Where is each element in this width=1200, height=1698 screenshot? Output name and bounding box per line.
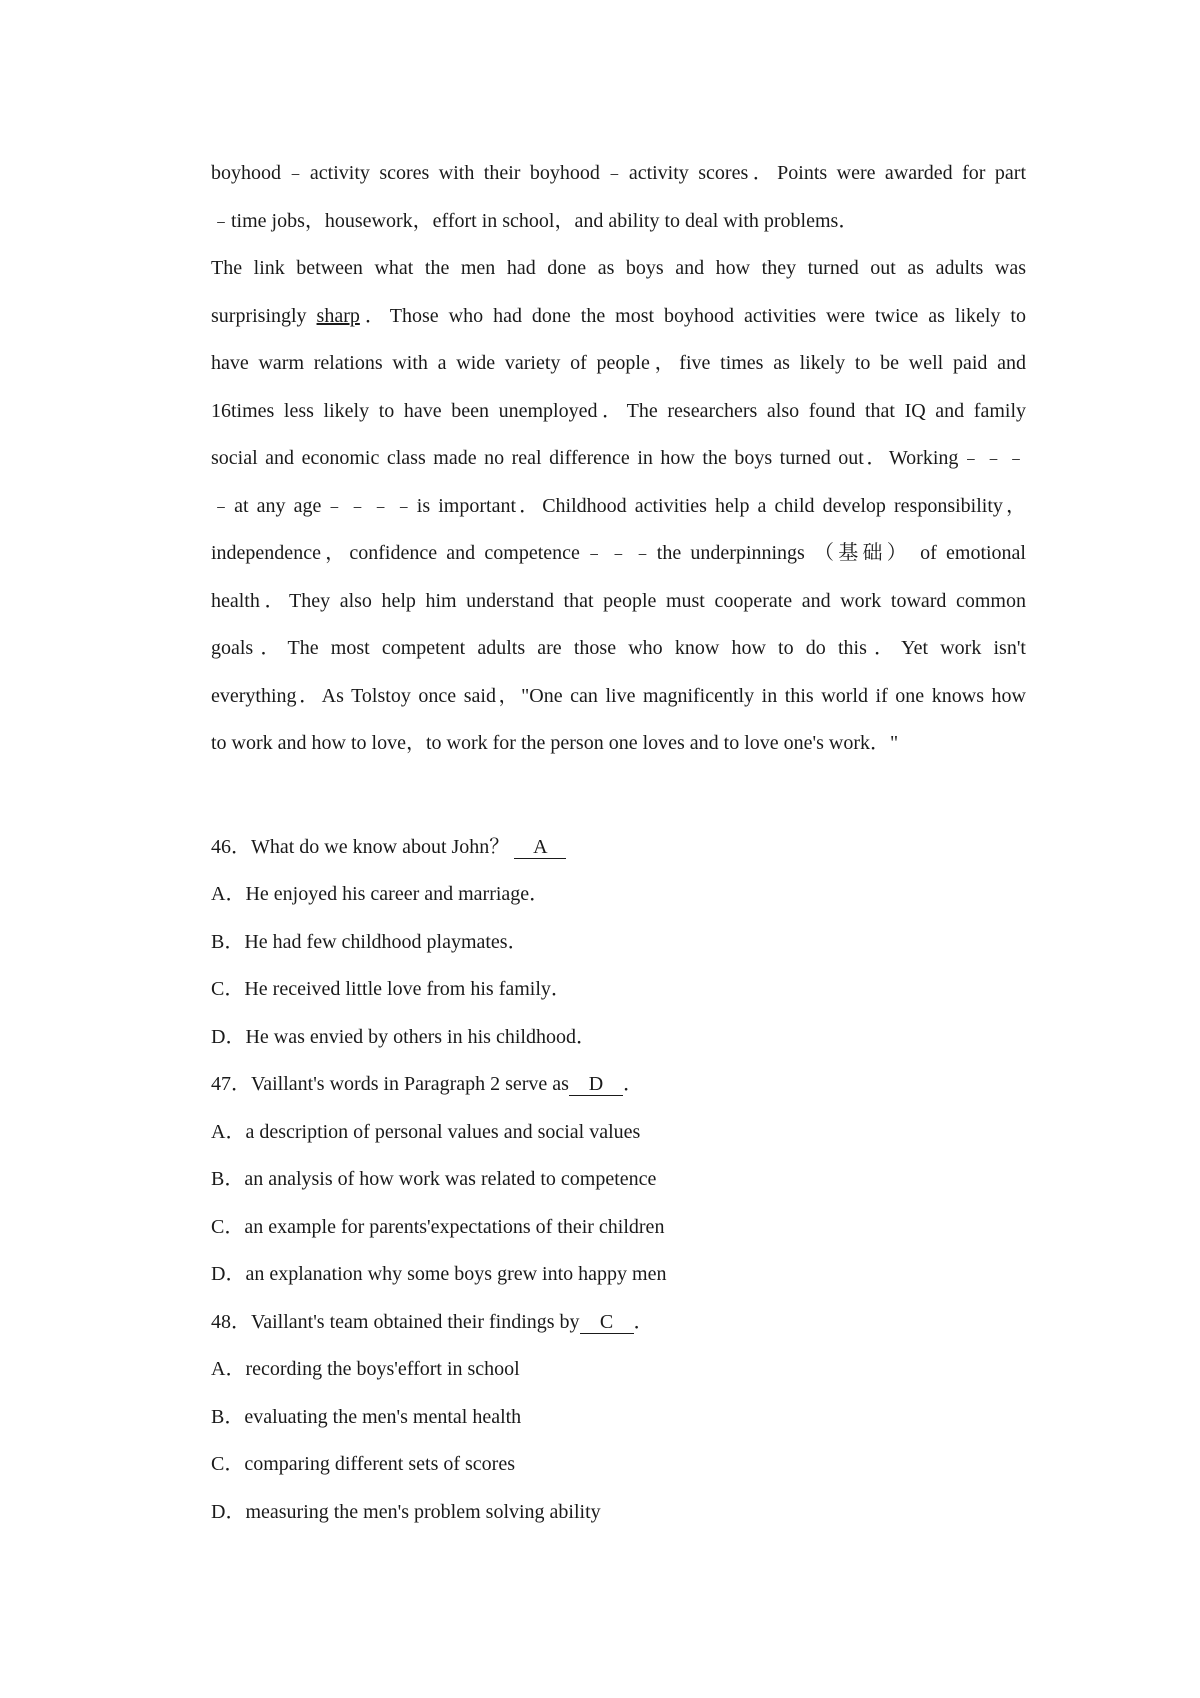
question-stem-text: 47．Vaillant's words in Paragraph 2 serve as — [211, 1073, 569, 1095]
option-d: D．He was envied by others in his childhood． — [211, 1025, 596, 1048]
passage-line: boyhood﹣activity scores with their boyhood﹣activity scores．Points were awarded for part — [211, 162, 1026, 184]
question-48 — [211, 1299, 1026, 1537]
answer-blank: C — [580, 1311, 634, 1334]
option-a: A．He enjoyed his career and marriage． — [211, 883, 550, 905]
passage-text — [211, 150, 1026, 768]
passage-line: ﹣time jobs，housework，effort in school，and ability to deal with problems． — [211, 209, 859, 232]
passage-line: ﹣at any age﹣﹣﹣﹣is important．Childhood activities help a child develop responsibility， — [211, 494, 1026, 517]
passage-line: goals．The most competent adults are those who know how to do this．Yet work isn't — [211, 637, 1026, 659]
passage-line: to work and how to love，to work for the person one loves and to love one's work．" — [211, 732, 899, 754]
question-stem-text: 48．Vaillant's team obtained their findings by — [211, 1310, 580, 1333]
option-c: C．comparing different sets of scores — [211, 1453, 515, 1475]
passage-line — [211, 293, 1026, 341]
option-b: B．He had few childhood playmates． — [211, 930, 528, 953]
passage-line: independence，confidence and competence﹣﹣﹣the underpinnings （基础） of emotional — [211, 542, 1026, 564]
question-stem-end: ． — [622, 1073, 643, 1095]
option-d: D．an explanation why some boys grew into happy men — [211, 1263, 667, 1285]
passage-line: have warm relations with a wide variety of people，five times as likely to be well paid and — [211, 352, 1026, 374]
question-stem-text: 46．What do we know about John？ — [211, 835, 510, 858]
question-stem — [211, 1299, 1026, 1347]
passage-line: 16times less likely to have been unemployed．The researchers also found that IQ and family — [211, 399, 1026, 422]
option-c: C．He received little love from his family． — [211, 978, 571, 1000]
passage-line-part: ．Those who had done the most boyhood activities were twice as likely to — [359, 304, 1026, 327]
option-b: B．evaluating the men's mental health — [211, 1405, 522, 1428]
passage-line: everything．As Tolstoy once said，"One can live magnificently in this world if one knows how — [211, 684, 1026, 707]
option-a: A．a description of personal values and social values — [211, 1120, 641, 1143]
document-page — [211, 150, 1026, 1536]
option-a: A．recording the boys'effort in school — [211, 1358, 520, 1380]
passage-line: The link between what the men had done as boys and how they turned out as adults was — [211, 257, 1026, 279]
question-list — [211, 824, 1026, 1537]
underlined-word: sharp — [316, 304, 360, 327]
question-stem — [211, 824, 1026, 872]
question-47 — [211, 1061, 1026, 1299]
question-46 — [211, 824, 1026, 1062]
question-stem-end: ． — [633, 1310, 654, 1333]
option-d: D．measuring the men's problem solving ability — [211, 1500, 601, 1523]
option-b: B．an analysis of how work was related to competence — [211, 1168, 657, 1190]
answer-blank: D — [569, 1073, 623, 1096]
passage-line: social and economic class made no real difference in how the boys turned out．Working﹣﹣﹣ — [211, 447, 1026, 469]
question-stem — [211, 1061, 1026, 1109]
option-c: C．an example for parents'expectations of their children — [211, 1215, 665, 1238]
passage-line: health．They also help him understand that people must cooperate and work toward common — [211, 589, 1026, 612]
passage-line-part: surprisingly — [211, 304, 317, 327]
answer-blank: A — [514, 836, 566, 859]
